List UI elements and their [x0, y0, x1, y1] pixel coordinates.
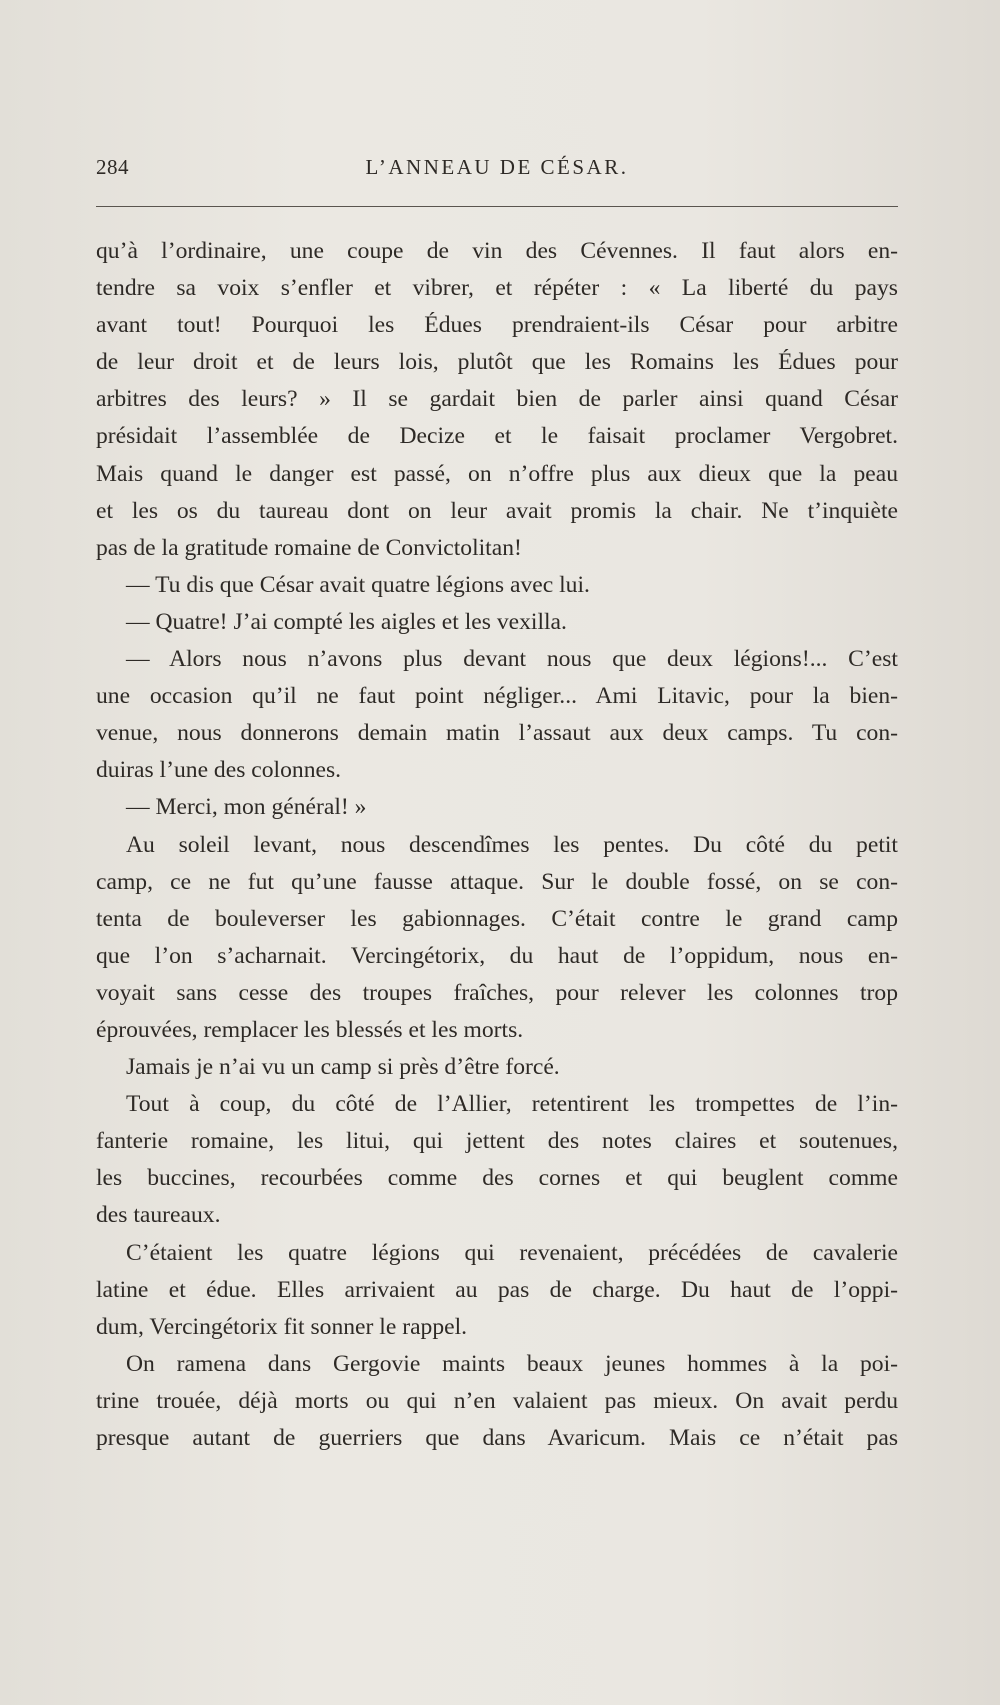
text-line: Tout à coup, du côté de l’Allier, retentirent les trompettes de l’in- [126, 1091, 898, 1118]
text-line: Jamais je n’ai vu un camp si près d’être forcé. [126, 1054, 560, 1081]
header-rule [96, 206, 898, 207]
text-line: — Quatre! J’ai compté les aigles et les vexilla. [126, 608, 567, 635]
text-line: camp, ce ne fut qu’une fausse attaque. Sur le double fossé, on se con- [96, 868, 898, 895]
text-line: Mais quand le danger est passé, on n’offre plus aux dieux que la peau [96, 460, 898, 487]
text-line: une occasion qu’il ne faut point négliger... Ami Litavic, pour la bien- [96, 683, 898, 710]
page-number: 284 [96, 155, 129, 179]
text-line: que l’on s’acharnait. Vercingétorix, du haut de l’oppidum, nous en- [96, 942, 898, 969]
text-line: et les os du taureau dont on leur avait promis la chair. Ne t’inquiète [96, 497, 898, 524]
page-header [96, 155, 898, 187]
text-line: avant tout! Pourquoi les Édues prendraient-ils César pour arbitre [96, 312, 898, 339]
text-line: — Merci, mon général! » [126, 794, 367, 821]
text-line: les buccines, recourbées comme des cornes et qui beuglent comme [96, 1165, 898, 1192]
text-line: qu’à l’ordinaire, une coupe de vin des Cévennes. Il faut alors en- [96, 238, 898, 264]
text-line: tendre sa voix s’enfler et vibrer, et répéter : « La liberté du pays [96, 275, 898, 302]
text-line: C’étaient les quatre légions qui revenaient, précédées de cavalerie [126, 1239, 898, 1266]
text-line: voyait sans cesse des troupes fraîches, pour relever les colonnes trop [96, 979, 898, 1006]
text-line: des taureaux. [96, 1202, 221, 1229]
text-line: venue, nous donnerons demain matin l’assaut aux deux camps. Tu con- [96, 720, 898, 747]
text-line: On ramena dans Gergovie maints beaux jeunes hommes à la poi- [126, 1350, 898, 1377]
text-line: tenta de bouleverser les gabionnages. C’était contre le grand camp [96, 905, 898, 932]
text-line: — Tu dis que César avait quatre légions avec lui. [126, 571, 590, 598]
text-line: duiras l’une des colonnes. [96, 757, 342, 784]
text-line: éprouvées, remplacer les blessés et les morts. [96, 1016, 524, 1043]
text-line: presque autant de guerriers que dans Avaricum. Mais ce n’était pas [96, 1425, 898, 1451]
running-title: L’ANNEAU DE CÉSAR. [365, 155, 629, 179]
body-text [96, 233, 898, 1457]
text-line: présidait l’assemblée de Decize et le faisait proclamer Vergobret. [96, 423, 898, 450]
text-line: latine et édue. Elles arrivaient au pas de charge. Du haut de l’oppi- [96, 1276, 898, 1303]
text-line: Au soleil levant, nous descendîmes les pentes. Du côté du petit [126, 831, 898, 858]
text-line: trine trouée, déjà morts ou qui n’en valaient pas mieux. On avait perdu [96, 1387, 898, 1414]
text-line: pas de la gratitude romaine de Convictolitan! [96, 534, 522, 561]
text-line: arbitres des leurs? » Il se gardait bien de parler ainsi quand César [96, 386, 898, 413]
text-line: — Alors nous n’avons plus devant nous que deux légions!... C’est [126, 646, 898, 673]
text-line: fanterie romaine, les litui, qui jettent des notes claires et soutenues, [96, 1128, 898, 1155]
text-line: de leur droit et de leurs lois, plutôt que les Romains les Édues pour [96, 349, 898, 376]
text-line: dum, Vercingétorix fit sonner le rappel. [96, 1313, 468, 1340]
